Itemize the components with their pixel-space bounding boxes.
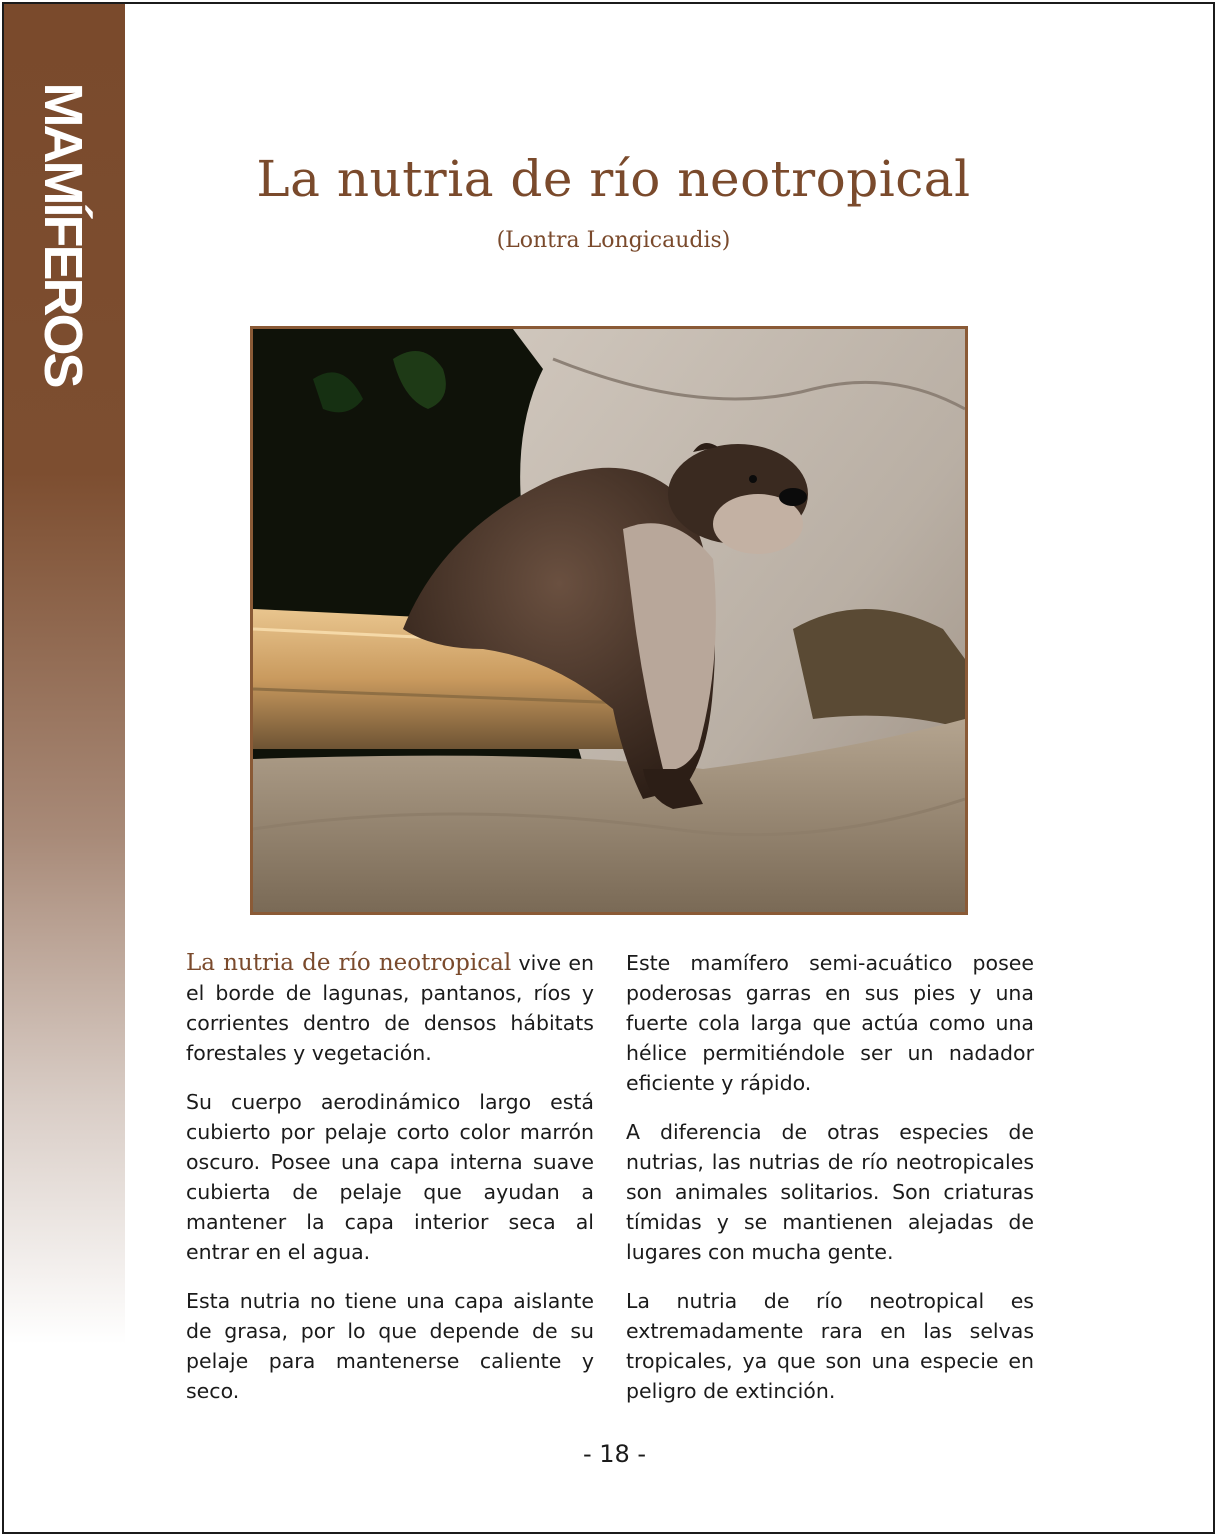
paragraph: A diferencia de otras especies de nutrias, las nutrias de río neotropicales son animales solitarios. Son criaturas tímidas y se mantienen alejadas de lugares con mucha gente. [626, 1120, 1034, 1264]
paragraph: Esta nutria no tiene una capa aislante de grasa, por lo que depende de su pelaje para mantenerse caliente y seco. [186, 1289, 594, 1403]
scientific-name: (Lontra Longicaudis) [496, 228, 731, 253]
lead-phrase: La nutria de río neotropical [186, 950, 512, 976]
paragraph: Este mamífero semi-acuático posee poderosas garras en sus pies y una fuerte cola larga que actúa como una hélice permitiéndole ser un nadador eficiente y rápido. [626, 951, 1034, 1095]
otter-illustration [253, 329, 965, 912]
paragraph: La nutria de río neotropical es extremadamente rara en las selvas tropicales, ya que son una especie en peligro de extinción. [626, 1289, 1034, 1403]
paragraph: Su cuerpo aerodinámico largo está cubierto por pelaje corto color marrón oscuro. Posee una capa interna suave cubierta de pelaje que ayudan a mantener la capa interior seca al entrar en el agua. [186, 1090, 594, 1264]
paragraph [186, 948, 594, 1068]
page-title: La nutria de río neotropical [256, 150, 971, 208]
page-number: - 18 - [582, 1440, 647, 1468]
right-column [626, 948, 1034, 1425]
otter-photo [250, 326, 968, 915]
section-label: MAMÍFEROS [33, 82, 93, 386]
paragraph-text: vive en el borde de lagunas, pantanos, ríos y corrientes dentro de densos hábitats forestales y vegetación. [186, 951, 594, 1065]
left-column [186, 948, 594, 1425]
